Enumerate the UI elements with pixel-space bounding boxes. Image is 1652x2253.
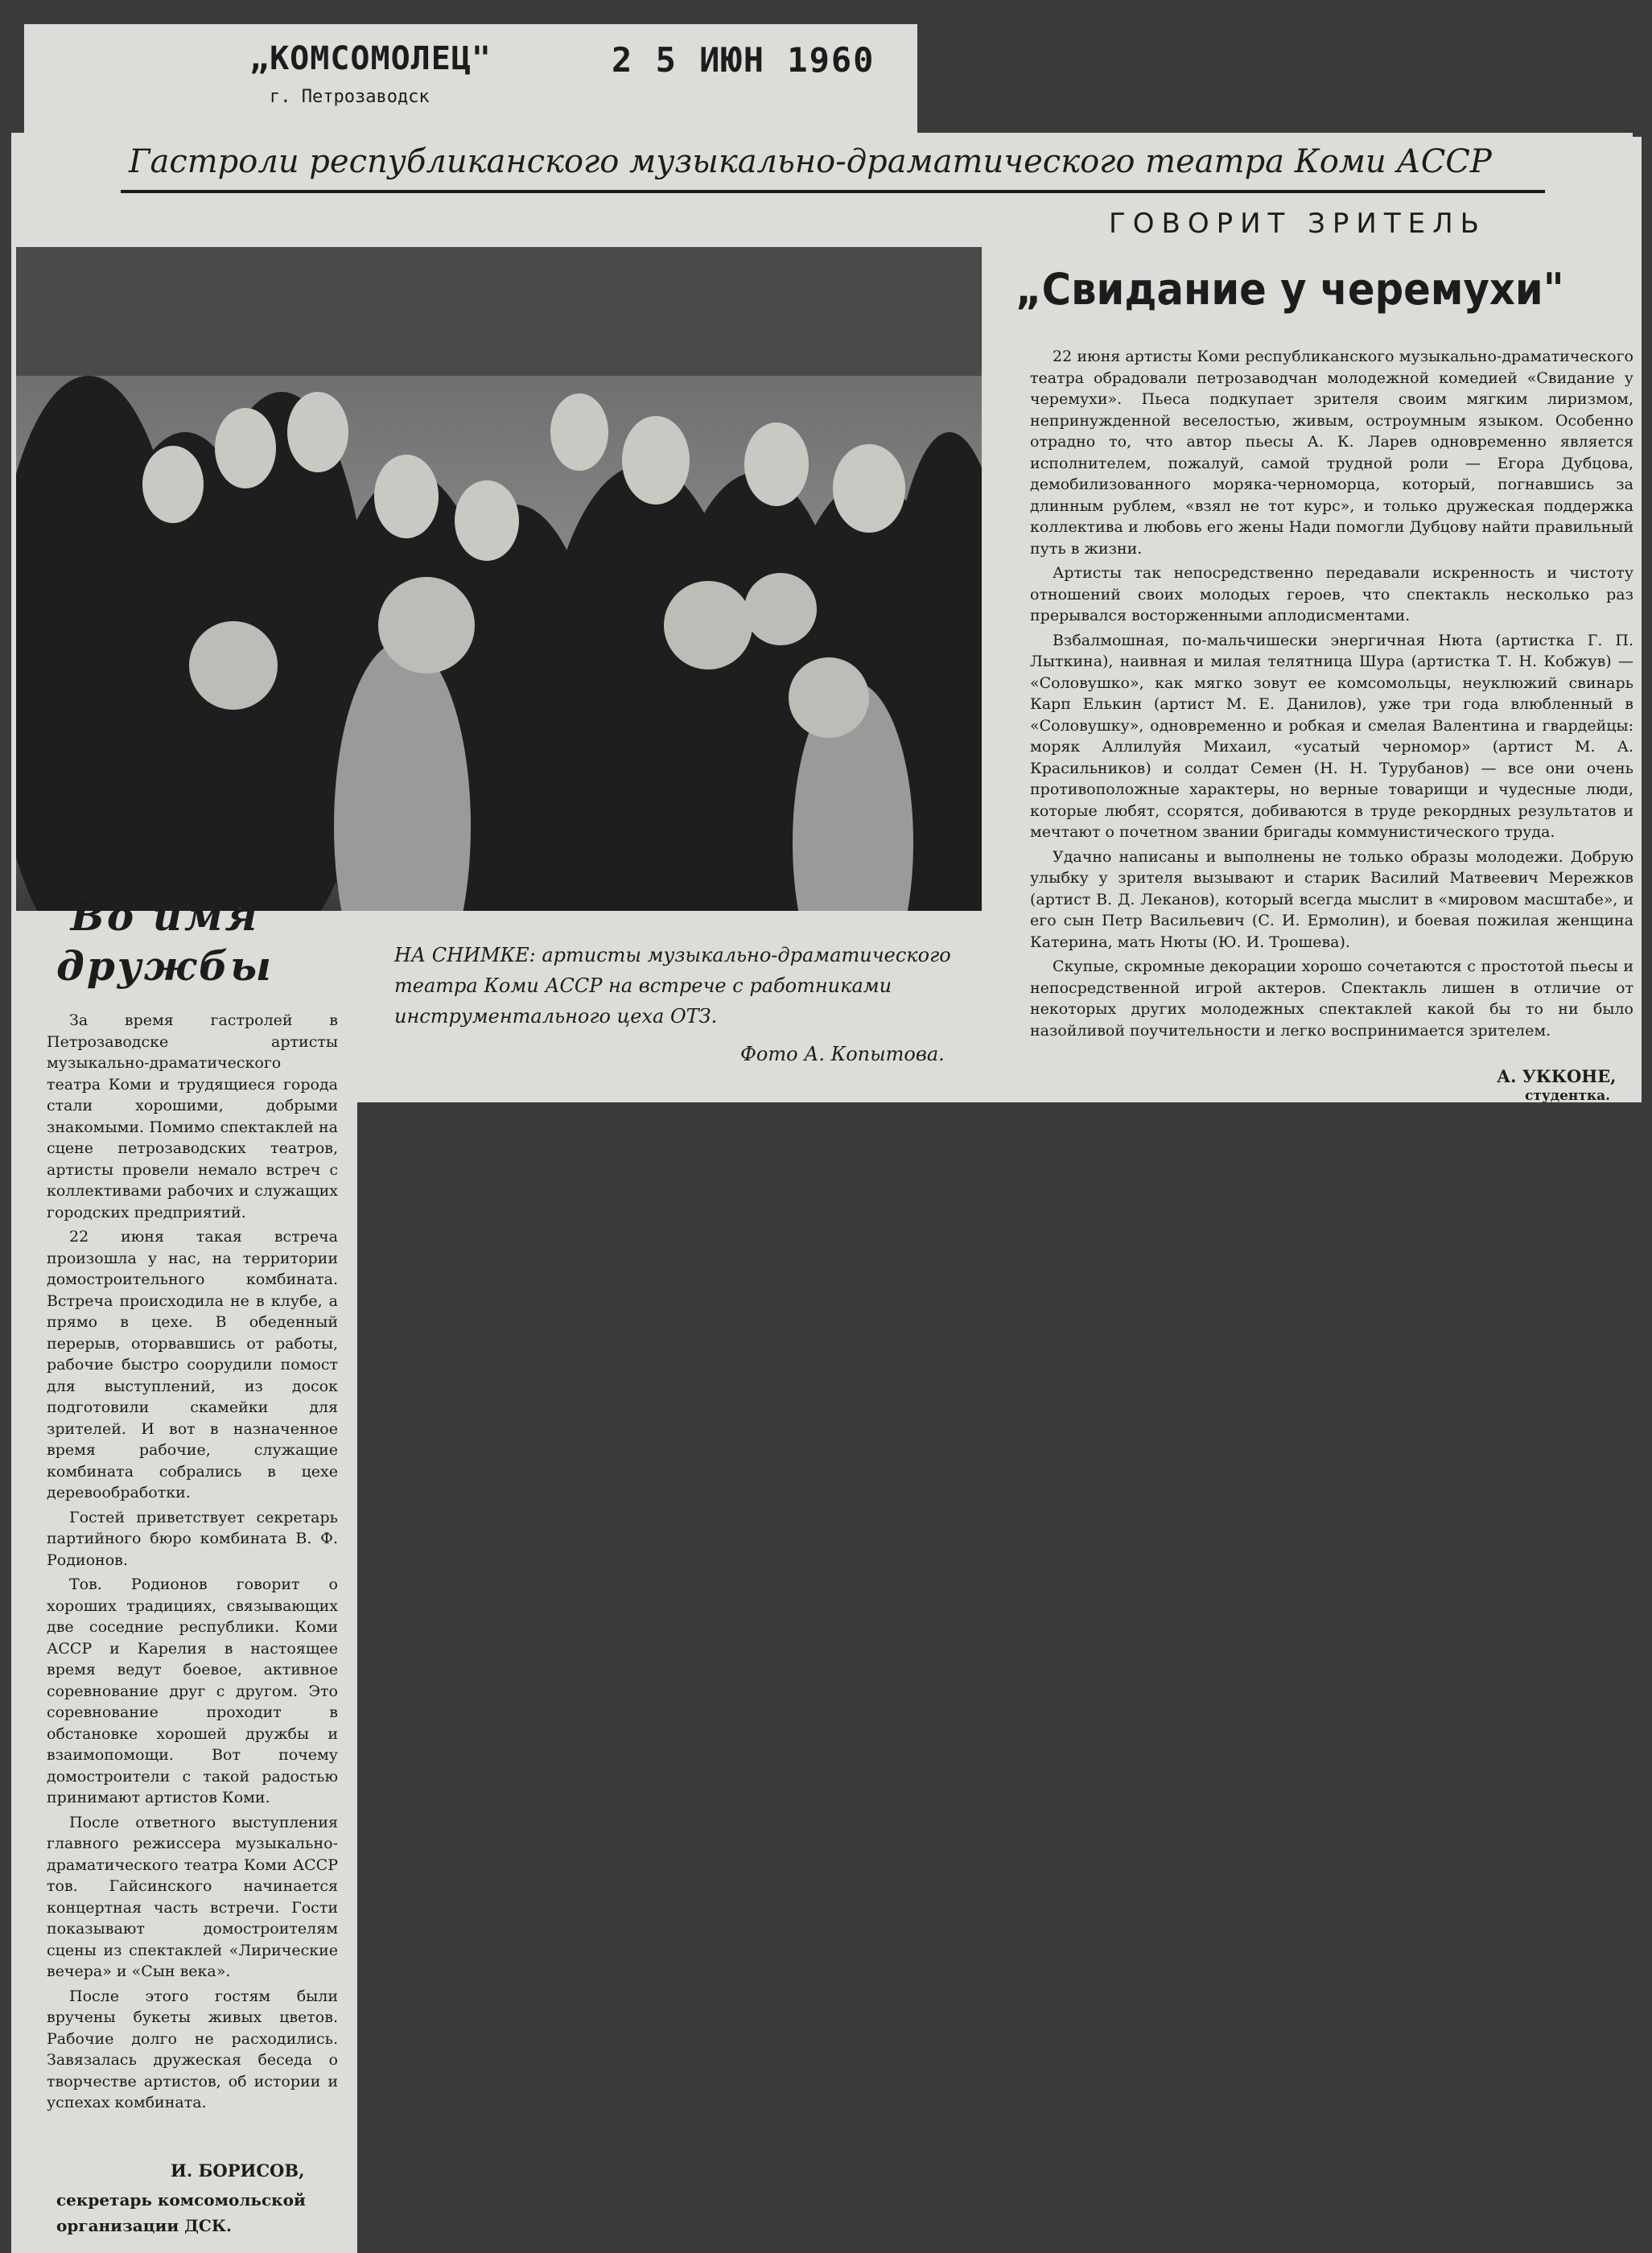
series-heading: Гастроли республиканского музыкально-драматического театра Коми АССР bbox=[129, 143, 1492, 180]
photo-credit: Фото А. Копытова. bbox=[740, 1043, 945, 1065]
report-headline-line-2: дружбы bbox=[56, 942, 274, 990]
report-headline-line-1: Во имя bbox=[70, 892, 260, 940]
report-signature-role: секретарь комсомольской организации ДСК. bbox=[56, 2190, 306, 2235]
review-paragraph: Артисты так непосредственно передавали искренность и чистоту отношений своих молодых героев, что спектакль несколько раз прерывался восторженными аплодисментами. bbox=[1030, 564, 1633, 624]
report-paragraph: За время гастролей в Петрозаводске артисты музыкально-драматического театра Коми и трудящиеся города стали хорошими, добрыми знакомыми. Помимо спектаклей на сцене петрозаводских театров, артисты провели немало встреч с коллективами рабочих и служащих городских предприятий. bbox=[47, 1011, 338, 1221]
heading-rule bbox=[121, 190, 1545, 193]
event-photograph bbox=[16, 247, 982, 911]
review-signature-name: А. УККОНЕ, bbox=[1497, 1066, 1617, 1086]
review-headline: „Свидание у черемухи" bbox=[1016, 264, 1564, 315]
report-paragraph: Тов. Родионов говорит о хороших традициях, связывающих две соседние республики. Коми АССР и Карелия в настоящее время ведут боевое, активное соревнование друг с другом. Это соревнование проходит в обстановке хорошей дружбы и взаимопомощи. Вот почему домостроители с такой радостью принимают артистов Коми. bbox=[47, 1575, 338, 1806]
report-paragraph: После этого гостям были вручены букеты живых цветов. Рабочие долго не расходились. Завязалась дружеская беседа о творчестве артистов, об истории и успехах комбината. bbox=[47, 1987, 338, 2111]
review-kicker: ГОВОРИТ ЗРИТЕЛЬ bbox=[1109, 208, 1486, 240]
photo-image bbox=[16, 247, 982, 911]
review-paragraph: Скупые, скромные декорации хорошо сочетаются с простотой пьесы и непосредственной игрой актеров. Спектакль лишен в отличие от некоторых других молодежных спектаклей какой бы то ни было назойливой поучительности и легко воспринимается зрителем. bbox=[1030, 958, 1633, 1040]
report-signature-name: И. БОРИСОВ, bbox=[171, 2160, 305, 2181]
report-paragraph: 22 июня такая встреча произошла у нас, на территории домостроительного комбината. Встреча происходила не в клубе, а прямо в цехе. В обеденный перерыв, оторвавшись от работы, рабочие быстро соорудили помост для выступлений, из досок подготовили скамейки для зрителей. И вот в назначенное время рабочие, служащие комбината собрались в цехе деревообработки. bbox=[47, 1228, 338, 1501]
review-paragraph: Взбалмошная, по-мальчишески энергичная Нюта (артистка Г. П. Лыткина), наивная и милая телятница Шура (артистка Т. Н. Кобжув) — «Соловушко», как мягко зовут ее комсомольцы, неуклюжий свинарь Карп Елькин (артист М. Е. Данилов), уже три года влюбленный в «Соловушку», одновременно и робкая и смелая Валентина и гвардейцы: моряк Аллилуйя Михаил, «усатый черномор» (артист М. А. Красильников) и солдат Семен (Н. Н. Турубанов) — все они очень противоположные характеры, но верные товарищи и чудесные люди, которые любят, ссорятся, добиваются в труде рекордных результатов и мечтают о почетном звании бригады коммунистического труда. bbox=[1030, 631, 1633, 841]
photo-caption: НА СНИМКЕ: артисты музыкально-драматического театра Коми АССР на встрече с работниками инструментального цеха ОТЗ. bbox=[394, 944, 951, 1028]
report-body bbox=[47, 1010, 338, 2117]
review-signature-role: студентка. bbox=[1525, 1088, 1611, 1104]
review-paragraph: 22 июня артисты Коми республиканского музыкально-драматического театра обрадовали петрозаводчан молодежной комедией «Свидание у черемухи». Пьеса подкупает зрителя своим мягким лиризмом, непринужденной веселостью, живым, остроумным языком. Особенно отрадно то, что автор пьесы А. К. Ларев одновременно является исполнителем, пожалуй, самой трудной роли — Егора Дубцова, демобилизованного моряка-черноморца, который, погнавшись за длинным рублем, «взял не тот курс», и только дружеская поддержка коллектива и любовь его жены Нади помогли Дубцову найти правильный путь в жизни. bbox=[1030, 348, 1633, 558]
report-headline bbox=[40, 892, 290, 991]
report-paragraph: После ответного выступления главного режиссера музыкально-драматического театра Коми АССР тов. Гайсинского начинается концертная часть встречи. Гости показывают домостроителям сцены из спектаклей «Лирические вечера» и «Сын века». bbox=[47, 1813, 338, 1980]
report-paragraph: Гостей приветствует секретарь партийного бюро комбината В. Ф. Родионов. bbox=[47, 1508, 338, 1569]
review-paragraph: Удачно написаны и выполнены не только образы молодежи. Добрую улыбку у зрителя вызывают и старик Василий Матвеевич Мережков (артист В. Д. Леканов), который всегда мыслит в «мировом масштабе», и его сын Петр Васильевич (С. И. Ермолин), и боевая пожилая женщина Катерина, мать Нюты (Ю. И. Трошева). bbox=[1030, 847, 1633, 951]
review-body bbox=[1030, 346, 1633, 1044]
newspaper-title: „КОМСОМОЛЕЦ" bbox=[249, 40, 492, 77]
date-stamp: 2 5 ИЮН 1960 bbox=[612, 40, 875, 80]
newspaper-city: г. Петрозаводск bbox=[270, 87, 430, 107]
